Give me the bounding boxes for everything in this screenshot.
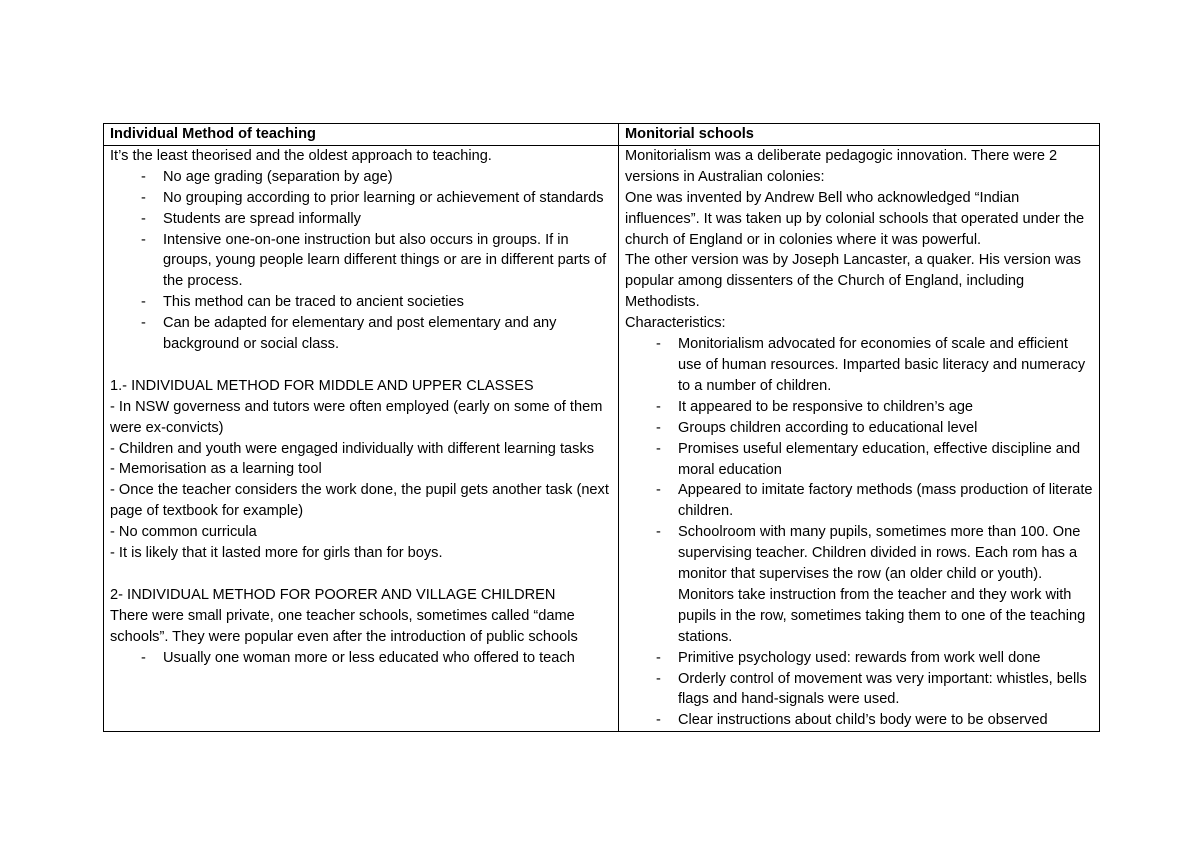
monitorial-schools-cell: [619, 145, 1100, 731]
list-item: - Schoolroom with many pupils, sometimes more than 100. One supervising teacher. Children divided in rows. Each rom has a monitor that supervises the row (an older child or youth). Monitors take instruction from the teacher and they work with pupils in the row, sometimes taking them to one of the teaching stations.: [678, 522, 1093, 647]
list-item: - This method can be traced to ancient societies: [163, 292, 612, 313]
list-item: - Promises useful elementary education, effective discipline and moral education: [678, 439, 1093, 481]
section-1-line: - In NSW governess and tutors were often employed (early on some of them were ex-convicts): [110, 398, 603, 436]
table-header-row: [104, 124, 1100, 146]
comparison-table: [103, 123, 1100, 732]
section-2-bullet-list: [110, 648, 612, 669]
list-item: - No age grading (separation by age): [163, 167, 612, 188]
characteristics-bullet-list: [625, 334, 1093, 731]
characteristics-label: Characteristics:: [625, 315, 726, 332]
list-item: - Orderly control of movement was very important: whistles, bells flags and hand-signals were used.: [678, 669, 1093, 711]
list-item: - Usually one woman more or less educated who offered to teach: [163, 648, 612, 669]
table-body-row: [104, 145, 1100, 731]
list-item: - Primitive psychology used: rewards from work well done: [678, 648, 1093, 669]
list-item: - It appeared to be responsive to children’s age: [678, 397, 1093, 418]
list-item: - Can be adapted for elementary and post elementary and any background or social class.: [163, 313, 612, 355]
list-item: - Groups children according to educational level: [678, 418, 1093, 439]
section-2-title: 2- INDIVIDUAL METHOD FOR POORER AND VILLAGE CHILDREN: [110, 586, 556, 603]
header-individual-method: Individual Method of teaching: [104, 124, 619, 146]
individual-bullet-list: [110, 167, 612, 355]
spacer: [110, 355, 612, 376]
header-monitorial-schools: Monitorial schools: [619, 124, 1100, 146]
section-1-line: - Children and youth were engaged individually with different learning tasks: [110, 440, 595, 457]
section-2-paragraph: There were small private, one teacher schools, sometimes called “dame schools”. They were popular even after the introduction of public schools: [110, 607, 578, 645]
monitorial-paragraph: One was invented by Andrew Bell who acknowledged “Indian influences”. It was taken up by colonial schools that operated under the church of England or in colonies where it was powerful.: [625, 189, 1085, 248]
list-item: - Clear instructions about child’s body were to be observed: [678, 710, 1093, 731]
section-1-line: - No common curricula: [110, 524, 257, 541]
section-1-title: 1.- INDIVIDUAL METHOD FOR MIDDLE AND UPPER CLASSES: [110, 377, 534, 394]
individual-method-cell: [104, 145, 619, 731]
monitorial-paragraph: The other version was by Joseph Lancaster, a quaker. His version was popular among dissenters of the Church of England, including Methodists.: [625, 252, 1081, 311]
list-item: - Monitorialism advocated for economies of scale and efficient use of human resources. Imparted basic literacy and numeracy to a number of children.: [678, 334, 1093, 397]
list-item: - Students are spread informally: [163, 209, 612, 230]
section-1-line: - Once the teacher considers the work done, the pupil gets another task (next page of textbook for example): [110, 482, 609, 520]
monitorial-paragraph: Monitorialism was a deliberate pedagogic innovation. There were 2 versions in Australian colonies:: [625, 147, 1058, 185]
list-item: - No grouping according to prior learning or achievement of standards: [163, 188, 612, 209]
spacer: [110, 564, 612, 585]
section-1-line: - Memorisation as a learning tool: [110, 461, 322, 478]
individual-intro: It’s the least theorised and the oldest approach to teaching.: [110, 147, 492, 164]
list-item: - Appeared to imitate factory methods (mass production of literate children.: [678, 480, 1093, 522]
list-item: - Intensive one-on-one instruction but also occurs in groups. If in groups, young people learn different things or are in different parts of the process.: [163, 230, 612, 293]
section-1-line: - It is likely that it lasted more for girls than for boys.: [110, 545, 443, 562]
